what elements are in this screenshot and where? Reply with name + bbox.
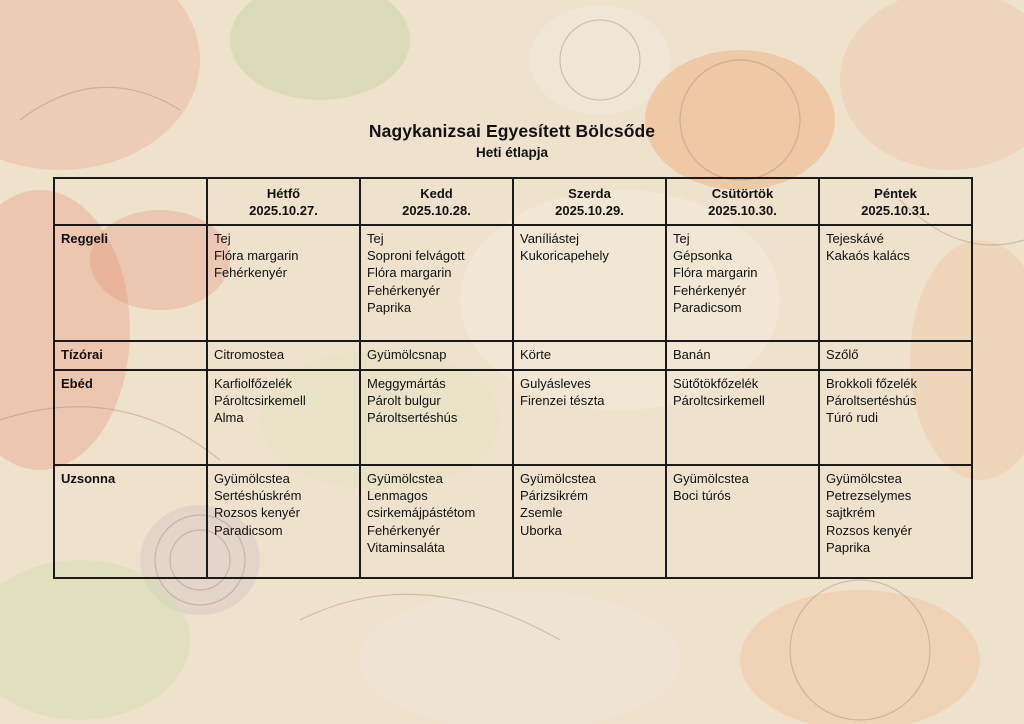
menu-cell-wednesday — [513, 465, 666, 578]
menu-item: Gyümölcstea — [520, 471, 596, 486]
menu-cell-wednesday — [513, 225, 666, 341]
day-header-friday — [819, 178, 972, 225]
day-header-tuesday — [360, 178, 513, 225]
menu-item: Pároltcsirkemell — [673, 393, 765, 409]
day-header-monday — [207, 178, 360, 225]
meal-label: Ebéd — [54, 370, 207, 465]
page-title: Nagykanizsai Egyesített Bölcsőde — [368, 121, 656, 141]
day-name: Csütörtök — [711, 186, 774, 201]
day-name: Péntek — [874, 186, 917, 201]
menu-item: Firenzei tészta — [520, 393, 605, 409]
day-date: 2025.10.30. — [708, 202, 777, 218]
day-date: 2025.10.29. — [555, 202, 624, 218]
menu-item: Tej — [673, 231, 690, 246]
menu-item: Fehérkenyér — [673, 282, 746, 298]
menu-cell-tuesday — [360, 370, 513, 465]
menu-item: csirkemájpástétom — [367, 505, 476, 521]
day-header-thursday — [666, 178, 819, 225]
menu-item: Gulyásleves — [520, 376, 591, 391]
menu-item: Gyümölcstea — [826, 471, 902, 486]
menu-item: Gyümölcsnap — [367, 347, 447, 362]
menu-item: Paradicsom — [214, 522, 283, 538]
menu-cell-monday — [207, 370, 360, 465]
menu-cell-monday — [207, 341, 360, 370]
menu-item: Sütőtökfőzelék — [673, 376, 759, 391]
menu-item: Körte — [520, 347, 552, 362]
menu-item: Flóra margarin — [673, 265, 758, 281]
menu-item: Soproni felvágott — [367, 248, 465, 264]
menu-cell-tuesday — [360, 465, 513, 578]
menu-item: Rozsos kenyér — [214, 505, 300, 521]
menu-item: Rozsos kenyér — [826, 522, 912, 538]
menu-item: Paprika — [826, 539, 871, 555]
menu-body — [54, 225, 972, 578]
meal-label: Reggeli — [54, 225, 207, 341]
menu-item: Gyümölcstea — [367, 471, 443, 486]
menu-item: Pároltsertéshús — [826, 393, 917, 409]
menu-item: Brokkoli főzelék — [826, 376, 918, 391]
meal-row-reggeli — [54, 225, 972, 341]
menu-item: Vitaminsaláta — [367, 539, 445, 555]
menu-item: Karfiolfőzelék — [214, 376, 293, 391]
menu-cell-thursday — [666, 225, 819, 341]
menu-item: Párolt bulgur — [367, 393, 441, 409]
day-header-wednesday — [513, 178, 666, 225]
menu-item: Lenmagos — [367, 488, 428, 504]
menu-cell-monday — [207, 225, 360, 341]
day-name: Szerda — [568, 186, 611, 201]
menu-cell-monday — [207, 465, 360, 578]
menu-item: Fehérkenyér — [367, 522, 440, 538]
menu-item: Gépsonka — [673, 248, 733, 264]
weekly-menu-table — [53, 177, 973, 579]
meal-label: Uzsonna — [54, 465, 207, 578]
menu-cell-thursday — [666, 341, 819, 370]
meal-label: Tízórai — [54, 341, 207, 370]
day-date: 2025.10.28. — [402, 202, 471, 218]
menu-item: Vaníliástej — [520, 231, 580, 246]
menu-item: Zsemle — [520, 505, 563, 521]
menu-cell-wednesday — [513, 341, 666, 370]
corner-cell — [54, 178, 207, 225]
menu-cell-thursday — [666, 370, 819, 465]
menu-item: sajtkrém — [826, 505, 876, 521]
header-row — [54, 178, 972, 225]
meal-row-ebed — [54, 370, 972, 465]
menu-item: Paradicsom — [673, 299, 742, 315]
menu-cell-tuesday — [360, 225, 513, 341]
menu-cell-friday — [819, 370, 972, 465]
menu-item: Pároltsertéshús — [367, 410, 458, 426]
day-date: 2025.10.27. — [249, 202, 318, 218]
menu-item: Flóra margarin — [214, 248, 299, 264]
day-date: 2025.10.31. — [861, 202, 930, 218]
menu-item: Fehérkenyér — [214, 265, 287, 281]
menu-item: Gyümölcstea — [673, 471, 749, 486]
menu-item: Tej — [214, 231, 231, 246]
menu-item: Szőlő — [826, 347, 859, 362]
menu-item: Petrezselymes — [826, 488, 912, 504]
menu-cell-tuesday — [360, 341, 513, 370]
menu-item: Párizsikrém — [520, 488, 588, 504]
menu-item: Kakaós kalács — [826, 248, 910, 264]
day-name: Hétfő — [266, 186, 301, 201]
menu-item: Banán — [673, 347, 711, 362]
menu-cell-thursday — [666, 465, 819, 578]
menu-item: Tej — [367, 231, 384, 246]
menu-cell-friday — [819, 465, 972, 578]
menu-item: Pároltcsirkemell — [214, 393, 306, 409]
menu-item: Kukoricapehely — [520, 248, 609, 264]
menu-cell-friday — [819, 225, 972, 341]
menu-item: Meggymártás — [367, 376, 446, 391]
menu-item: Uborka — [520, 522, 562, 538]
menu-item: Túró rudi — [826, 410, 879, 426]
day-name: Kedd — [420, 186, 453, 201]
menu-cell-friday — [819, 341, 972, 370]
page-subtitle: Heti étlapja — [475, 145, 549, 160]
menu-item: Sertéshúskrém — [214, 488, 302, 504]
meal-row-tizorai — [54, 341, 972, 370]
menu-item: Boci túrós — [673, 488, 731, 504]
menu-item: Flóra margarin — [367, 265, 452, 281]
menu-item: Citromostea — [214, 347, 285, 362]
menu-item: Paprika — [367, 299, 412, 315]
menu-item: Fehérkenyér — [367, 282, 440, 298]
menu-item: Tejeskávé — [826, 231, 884, 246]
meal-row-uzsonna — [54, 465, 972, 578]
menu-item: Alma — [214, 410, 244, 426]
menu-cell-wednesday — [513, 370, 666, 465]
menu-item: Gyümölcstea — [214, 471, 290, 486]
